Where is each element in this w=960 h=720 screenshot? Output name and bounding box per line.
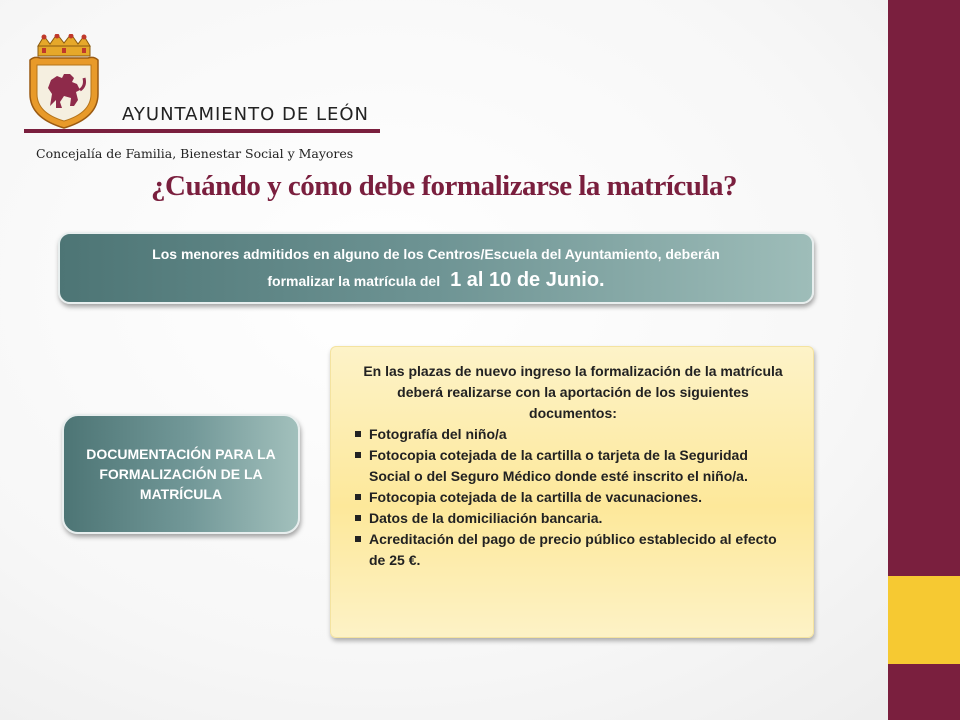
enrollment-dates-banner: [58, 232, 814, 304]
list-item: [345, 487, 787, 508]
list-item: [345, 445, 787, 487]
banner-text-small: formalizar la matrícula del: [267, 273, 441, 289]
requirements-intro: En las plazas de nuevo ingreso la formalización de la matrícula deberá realizarse con la aportación de los siguientes documentos:: [363, 363, 783, 421]
banner-date-range: 1 al 10 de Junio.: [450, 269, 605, 291]
list-item-text: Fotocopia cotejada de la cartilla de vacunaciones.: [369, 489, 702, 505]
header-divider: [24, 129, 380, 133]
banner-text-line2: [60, 268, 812, 294]
list-item: [345, 529, 787, 571]
banner-text-line1: Los menores admitidos en alguno de los Centros/Escuela del Ayuntamiento, deberán: [152, 246, 720, 262]
square-bullet-icon: [355, 452, 361, 458]
documentation-box: [62, 414, 300, 534]
square-bullet-icon: [355, 536, 361, 542]
square-bullet-icon: [355, 431, 361, 437]
list-item: [345, 508, 787, 529]
documentation-box-label: DOCUMENTACIÓN PARA LA FORMALIZACIÓN DE LA MATRÍCULA: [86, 446, 276, 502]
requirements-list: [345, 424, 787, 571]
requirements-box: [330, 346, 814, 638]
list-item-text: Fotografía del niño/a: [369, 426, 507, 442]
list-item-text: Fotocopia cotejada de la cartilla o tarjeta de la Seguridad Social o del Seguro Médico donde esté inscrito el niño/a.: [369, 447, 748, 484]
coat-of-arms-logo: [24, 34, 104, 130]
slide-title: ¿Cuándo y cómo debe formalizarse la matrícula?: [151, 170, 737, 202]
right-side-accent: [888, 576, 960, 664]
department-name: Concejalía de Familia, Bienestar Social y Mayores: [36, 146, 354, 161]
list-item-text: Datos de la domiciliación bancaria.: [369, 510, 603, 526]
square-bullet-icon: [355, 515, 361, 521]
org-name: AYUNTAMIENTO DE LEÓN: [122, 104, 370, 125]
list-item-text: Acreditación del pago de precio público establecido al efecto de 25 €.: [369, 531, 777, 568]
square-bullet-icon: [355, 494, 361, 500]
list-item: [345, 424, 787, 445]
